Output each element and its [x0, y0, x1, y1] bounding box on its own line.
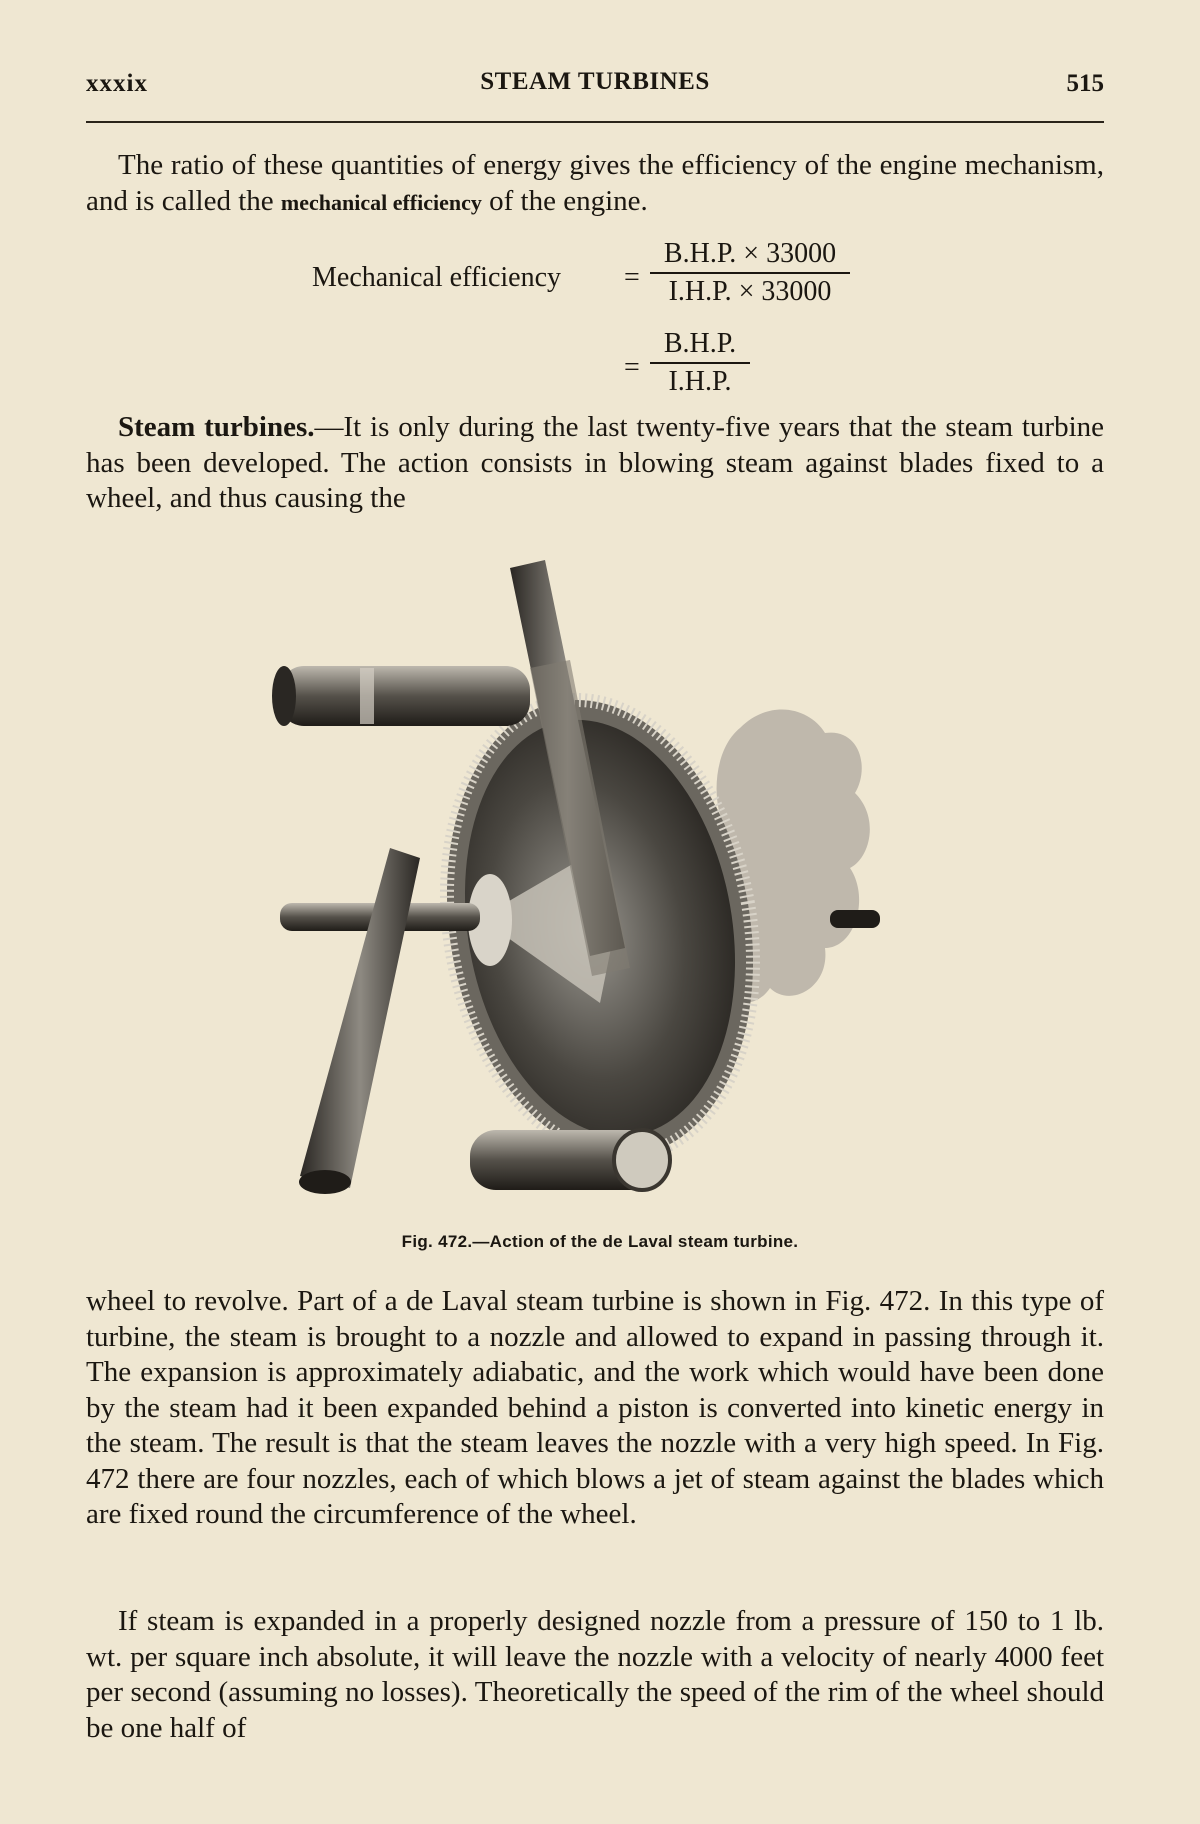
fraction-simplified [650, 328, 750, 398]
de-laval-turbine-image [270, 548, 910, 1230]
fraction-numerator-2: B.H.P. [663, 328, 737, 359]
page-title: STEAM TURBINES [480, 68, 710, 95]
paragraph-text: —It is only during the last twenty-five years that the steam turbine has been developed. The action consists in blowing steam against blades fixed to a wheel, and thus causing the [86, 411, 1104, 514]
fraction-numerator: B.H.P. × 33000 [663, 238, 837, 269]
paragraph-text: wheel to revolve. Part of a de Laval steam turbine is shown in Fig. 472. In this type of turbine, the steam is brought to a nozzle and allowed to expand in passing through it. The expansion is approximately adiabatic, and the work which would have been done by the steam had it been expanded behind a piston is converted into kinetic energy in the steam. The result is that the steam leaves the nozzle with a very high speed. In Fig. 472 there are four nozzles, each of which blows a jet of steam against the blades which are fixed round the circumference of the wheel. [86, 1285, 1104, 1530]
fraction-bar [650, 272, 850, 274]
paragraph-velocity [86, 1604, 1104, 1746]
paragraph-text: If steam is expanded in a properly designed nozzle from a pressure of 150 to 1 lb. wt. per square inch absolute, it will leave the nozzle with a velocity of nearly 4000 feet per second (assuming no losses). Theoretically the speed of the rim of the wheel should be one half of [86, 1605, 1104, 1744]
turbine-illustration [270, 548, 910, 1230]
equals-sign: = [624, 262, 640, 293]
paragraph-efficiency [86, 148, 1104, 220]
fraction-bar-2 [650, 362, 750, 364]
running-head [86, 66, 1104, 100]
formula-label: Mechanical efficiency [312, 262, 562, 293]
paragraph-text-end: of the engine. [481, 184, 648, 217]
header-rule [86, 121, 1104, 123]
term-mechanical-efficiency: mechanical efficiency [280, 189, 482, 215]
efficiency-formula [310, 232, 870, 402]
paragraph-steam-turbines [86, 410, 1104, 517]
fraction-denominator-2: I.H.P. [668, 366, 732, 397]
paragraph-text: The ratio of these quantities of energy gives the efficiency of the engine mechanism, and is called the [86, 149, 1104, 217]
fraction-full [650, 238, 850, 308]
equals-sign-2: = [624, 352, 640, 383]
fraction-denominator: I.H.P. × 33000 [668, 276, 832, 307]
figure-caption: Fig. 472.—Action of the de Laval steam turbine. [401, 1232, 799, 1251]
section-heading: Steam turbines. [118, 411, 315, 443]
page-number: 515 [1066, 70, 1104, 97]
chapter-number: xxxix [86, 70, 148, 97]
paragraph-de-laval [86, 1284, 1104, 1533]
